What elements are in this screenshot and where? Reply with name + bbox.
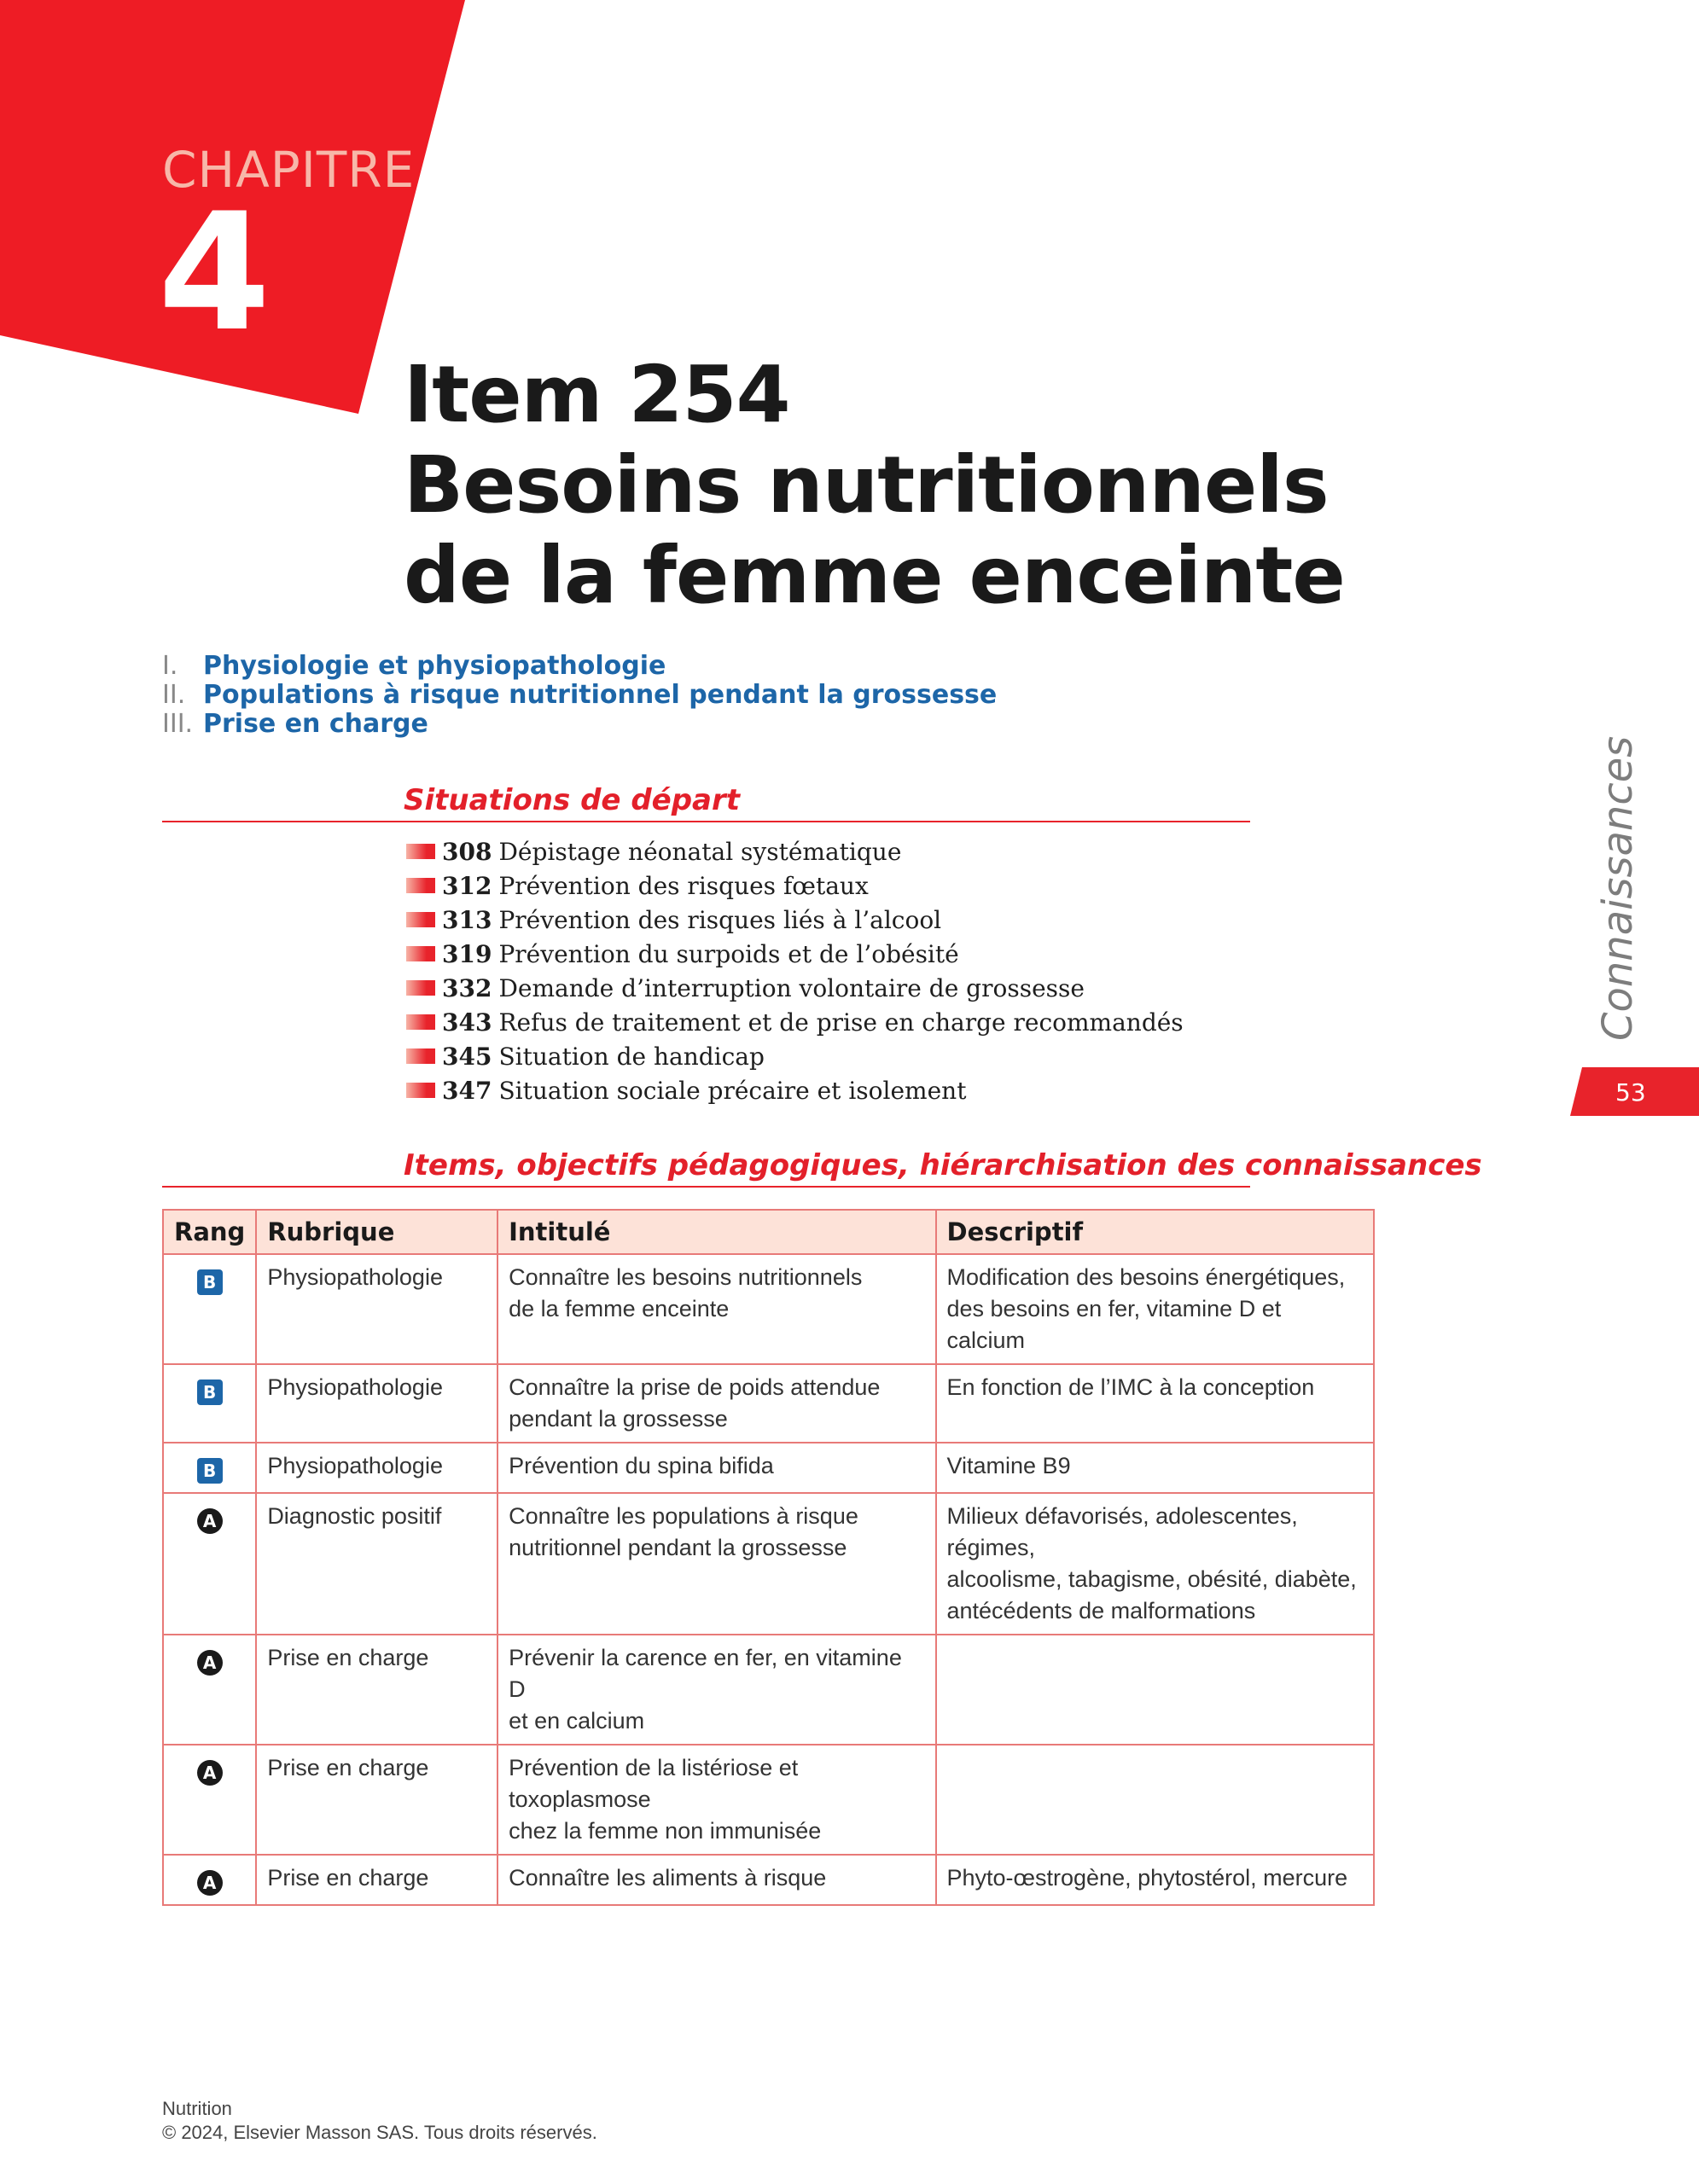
cell-line: chez la femme non immunisée [509, 1818, 822, 1844]
descriptif-cell [936, 1364, 1375, 1443]
situation-item [406, 903, 1184, 937]
bullet-marker-icon [406, 878, 435, 893]
situation-text: Refus de traitement et de prise en charge recommandés [498, 1008, 1184, 1037]
column-header-descriptif: Descriptif [936, 1210, 1375, 1254]
section-side-label: Connaissances [1594, 735, 1642, 1041]
situation-text: Situation de handicap [498, 1042, 765, 1071]
bullet-marker-icon [406, 1083, 435, 1098]
title-line-1: Item 254 [404, 349, 790, 440]
chapter-number: 4 [158, 178, 271, 367]
page-footer [162, 2097, 597, 2145]
bullet-marker-icon [406, 912, 435, 927]
table-of-contents [162, 652, 997, 739]
toc-link[interactable]: Physiologie et physiopathologie [203, 651, 666, 681]
situation-code: 343 [442, 1008, 492, 1037]
rank-b-badge-icon: B [197, 1269, 223, 1295]
rank-b-badge-icon: B [197, 1380, 223, 1405]
situation-code: 313 [442, 905, 492, 934]
situation-text: Prévention des risques liés à l’alcool [498, 905, 942, 934]
title-line-2: Besoins nutritionnels [404, 439, 1329, 531]
table-row [163, 1443, 1374, 1493]
cell-line: Prévention du spina bifida [509, 1453, 774, 1478]
toc-item[interactable] [162, 652, 997, 681]
table-header-row [163, 1210, 1374, 1254]
rubrique-cell: Prise en charge [256, 1855, 497, 1905]
situation-code: 312 [442, 871, 492, 900]
toc-item[interactable] [162, 710, 997, 739]
rank-cell [163, 1254, 256, 1364]
toc-number: I. [162, 651, 178, 681]
column-header-rubrique: Rubrique [256, 1210, 497, 1254]
rank-cell [163, 1745, 256, 1855]
cell-line: Connaître les aliments à risque [509, 1865, 827, 1891]
rubrique-cell: Prise en charge [256, 1745, 497, 1855]
situations-list [406, 834, 1184, 1107]
toc-number: II. [162, 680, 186, 710]
rank-a-badge-icon: A [197, 1760, 223, 1786]
cell-line: pendant la grossesse [509, 1406, 728, 1432]
table-row [163, 1745, 1374, 1855]
situation-text: Prévention du surpoids et de l’obésité [498, 939, 959, 968]
rubrique-cell: Physiopathologie [256, 1364, 497, 1443]
situation-code: 308 [442, 837, 492, 866]
descriptif-cell [936, 1855, 1375, 1905]
toc-link[interactable]: Prise en charge [203, 709, 428, 739]
cell-line: Phyto-œstrogène, phytostérol, mercure [946, 1865, 1348, 1891]
rank-cell [163, 1635, 256, 1745]
intitule-cell [497, 1855, 935, 1905]
cell-line: Connaître les besoins nutritionnels [509, 1264, 863, 1290]
situations-heading: Situations de départ [404, 783, 741, 817]
rank-cell [163, 1364, 256, 1443]
bullet-marker-icon [406, 844, 435, 859]
intitule-cell [497, 1493, 935, 1635]
intitule-cell [497, 1443, 935, 1493]
toc-number: III. [162, 709, 194, 739]
cell-line: Connaître la prise de poids attendue [509, 1374, 881, 1400]
bullet-marker-icon [406, 1048, 435, 1064]
rank-a-badge-icon: A [197, 1650, 223, 1676]
rank-a-badge-icon: A [197, 1508, 223, 1534]
cell-line: Modification des besoins énergétiques, [946, 1264, 1346, 1290]
rubrique-cell: Prise en charge [256, 1635, 497, 1745]
page-number: 53 [1615, 1078, 1646, 1107]
situation-item [406, 937, 1184, 971]
cell-line: Prévention de la listériose et toxoplasmose [509, 1755, 799, 1812]
table-row [163, 1855, 1374, 1905]
situation-code: 345 [442, 1042, 492, 1071]
intitule-cell [497, 1364, 935, 1443]
column-header-rang: Rang [163, 1210, 256, 1254]
bullet-marker-icon [406, 946, 435, 961]
rank-b-badge-icon: B [197, 1458, 223, 1484]
situation-code: 332 [442, 973, 492, 1002]
footer-book-title: Nutrition [162, 2098, 232, 2119]
toc-item[interactable] [162, 681, 997, 710]
toc-link[interactable]: Populations à risque nutritionnel pendant la grossesse [203, 680, 998, 710]
rank-cell [163, 1855, 256, 1905]
footer-copyright: © 2024, Elsevier Masson SAS. Tous droits réservés. [162, 2122, 597, 2143]
title-line-3: de la femme enceinte [404, 530, 1345, 621]
descriptif-cell [936, 1443, 1375, 1493]
chapter-label: CHAPITRE [162, 141, 416, 199]
cell-line: antécédents de malformations [946, 1598, 1256, 1623]
rubrique-cell: Diagnostic positif [256, 1493, 497, 1635]
situation-text: Situation sociale précaire et isolement [498, 1076, 967, 1105]
rank-a-badge-icon: A [197, 1870, 223, 1896]
table-row [163, 1254, 1374, 1364]
situation-code: 319 [442, 939, 492, 968]
rubrique-cell: Physiopathologie [256, 1254, 497, 1364]
objectives-heading-bar [162, 1148, 1482, 1188]
situation-item [406, 1005, 1184, 1039]
table-row [163, 1493, 1374, 1635]
situation-text: Demande d’interruption volontaire de grossesse [498, 973, 1085, 1002]
situation-item [406, 1073, 1184, 1107]
cell-line: Milieux défavorisés, adolescentes, régimes, [946, 1503, 1298, 1560]
bullet-marker-icon [406, 1014, 435, 1030]
situation-item [406, 971, 1184, 1005]
objectives-heading: Items, objectifs pédagogiques, hiérarchisation des connaissances [404, 1148, 1482, 1182]
objectives-table [162, 1209, 1375, 1906]
cell-line: alcoolisme, tabagisme, obésité, diabète, [946, 1566, 1357, 1592]
cell-line: nutritionnel pendant la grossesse [509, 1535, 847, 1560]
situation-item [406, 868, 1184, 903]
rubrique-cell: Physiopathologie [256, 1443, 497, 1493]
page-title [404, 350, 1345, 621]
intitule-cell [497, 1635, 935, 1745]
situations-heading-bar [162, 783, 1250, 822]
situation-text: Prévention des risques fœtaux [498, 871, 869, 900]
table-row [163, 1635, 1374, 1745]
descriptif-cell [936, 1493, 1375, 1635]
rank-cell [163, 1443, 256, 1493]
cell-line: et en calcium [509, 1708, 645, 1734]
descriptif-cell [936, 1635, 1375, 1745]
cell-line: Connaître les populations à risque [509, 1503, 858, 1529]
situation-item [406, 834, 1184, 868]
descriptif-cell [936, 1254, 1375, 1364]
intitule-cell [497, 1745, 935, 1855]
situation-text: Dépistage néonatal systématique [498, 837, 902, 866]
cell-line: En fonction de l’IMC à la conception [946, 1374, 1315, 1400]
cell-line: de la femme enceinte [509, 1296, 730, 1321]
cell-line: des besoins en fer, vitamine D et calcium [946, 1296, 1282, 1353]
cell-line: Prévenir la carence en fer, en vitamine D [509, 1645, 902, 1702]
bullet-marker-icon [406, 980, 435, 996]
rank-cell [163, 1493, 256, 1635]
column-header-intitule: Intitulé [497, 1210, 935, 1254]
intitule-cell [497, 1254, 935, 1364]
situation-code: 347 [442, 1076, 492, 1105]
descriptif-cell [936, 1745, 1375, 1855]
table-row [163, 1364, 1374, 1443]
situation-item [406, 1039, 1184, 1073]
cell-line: Vitamine B9 [946, 1453, 1071, 1478]
